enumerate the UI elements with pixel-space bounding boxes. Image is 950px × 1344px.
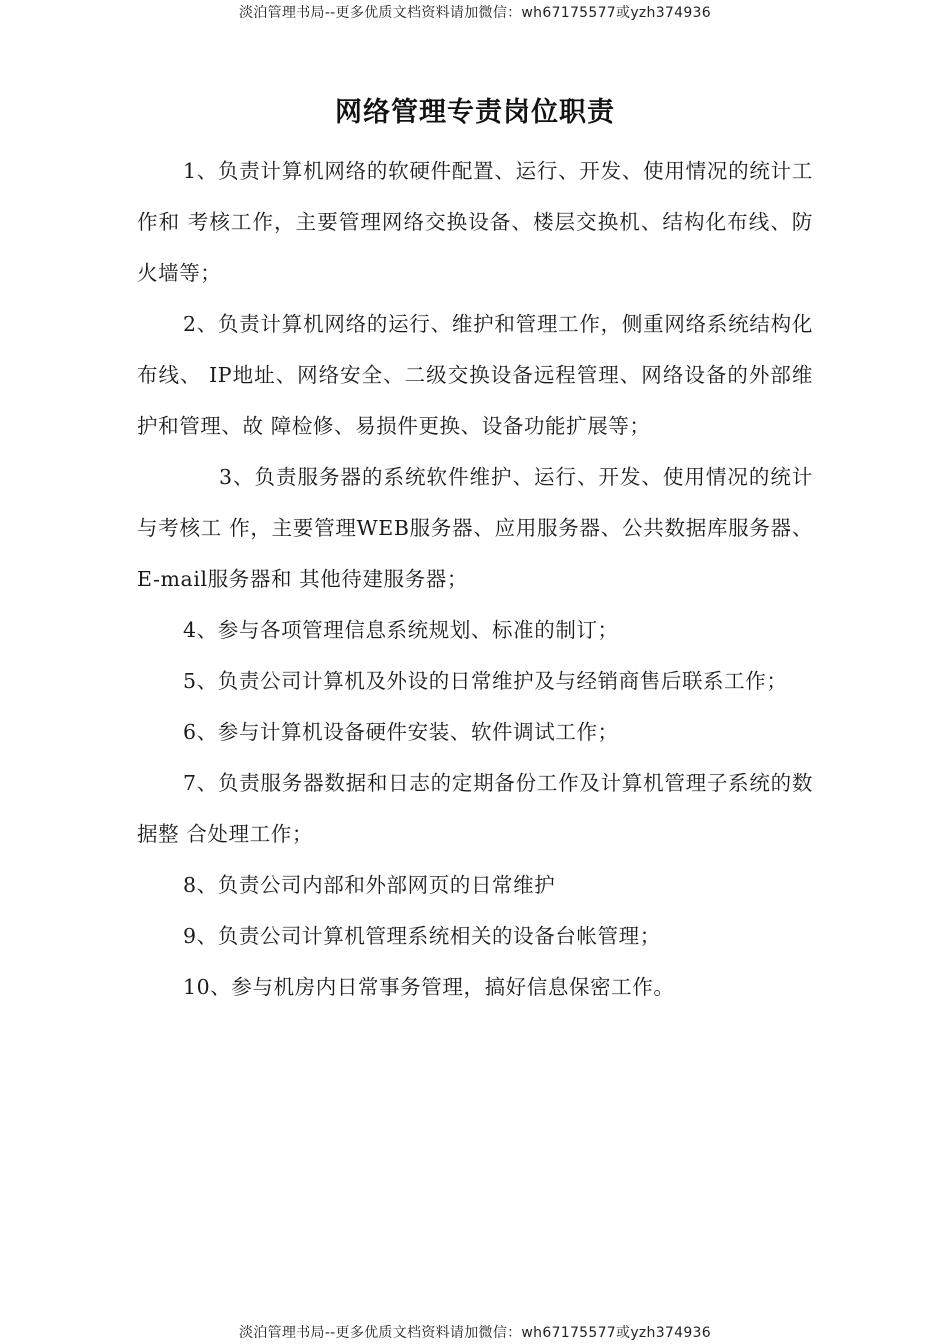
duty-item-6: 6、参与计算机设备硬件安装、软件调试工作；: [183, 720, 619, 744]
duty-list: [137, 146, 813, 1013]
duty-item-3: 3、负责服务器的系统软件维护、运行、开发、使用情况的统计与考核工 作，主要管理WEB服务器、应用服务器、公共数据库服务器、E-mail服务器和 其他待建服务器；: [137, 465, 813, 591]
page-footer-watermark: 淡泊管理书局--更多优质文档资料请加微信：wh67175577或yzh374936: [239, 1325, 711, 1341]
duty-item-10: 10、参与机房内日常事务管理，搞好信息保密工作。: [183, 975, 675, 999]
document-title: 网络管理专责岗位职责: [335, 97, 615, 128]
page-header-watermark: 淡泊管理书局--更多优质文档资料请加微信：wh67175577或yzh374936: [239, 5, 711, 21]
duty-item-1: 1、负责计算机网络的软硬件配置、运行、开发、使用情况的统计工作和 考核工作，主要管理网络交换设备、楼层交换机、结构化布线、防火墙等；: [137, 159, 813, 285]
duty-item-8: 8、负责公司内部和外部网页的日常维护: [183, 873, 556, 897]
duty-item-2: 2、负责计算机网络的运行、维护和管理工作，侧重网络系统结构化布线、 IP地址、网络安全、二级交换设备远程管理、网络设备的外部维护和管理、故 障检修、易损件更换、设备功能扩展等；: [137, 312, 813, 438]
duty-item-4: 4、参与各项管理信息系统规划、标准的制订；: [183, 618, 619, 642]
duty-item-9: 9、负责公司计算机管理系统相关的设备台帐管理；: [183, 924, 661, 948]
duty-item-7: 7、负责服务器数据和日志的定期备份工作及计算机管理子系统的数据整 合处理工作；: [137, 771, 813, 846]
duty-item-5: 5、负责公司计算机及外设的日常维护及与经销商售后联系工作；: [183, 669, 788, 693]
